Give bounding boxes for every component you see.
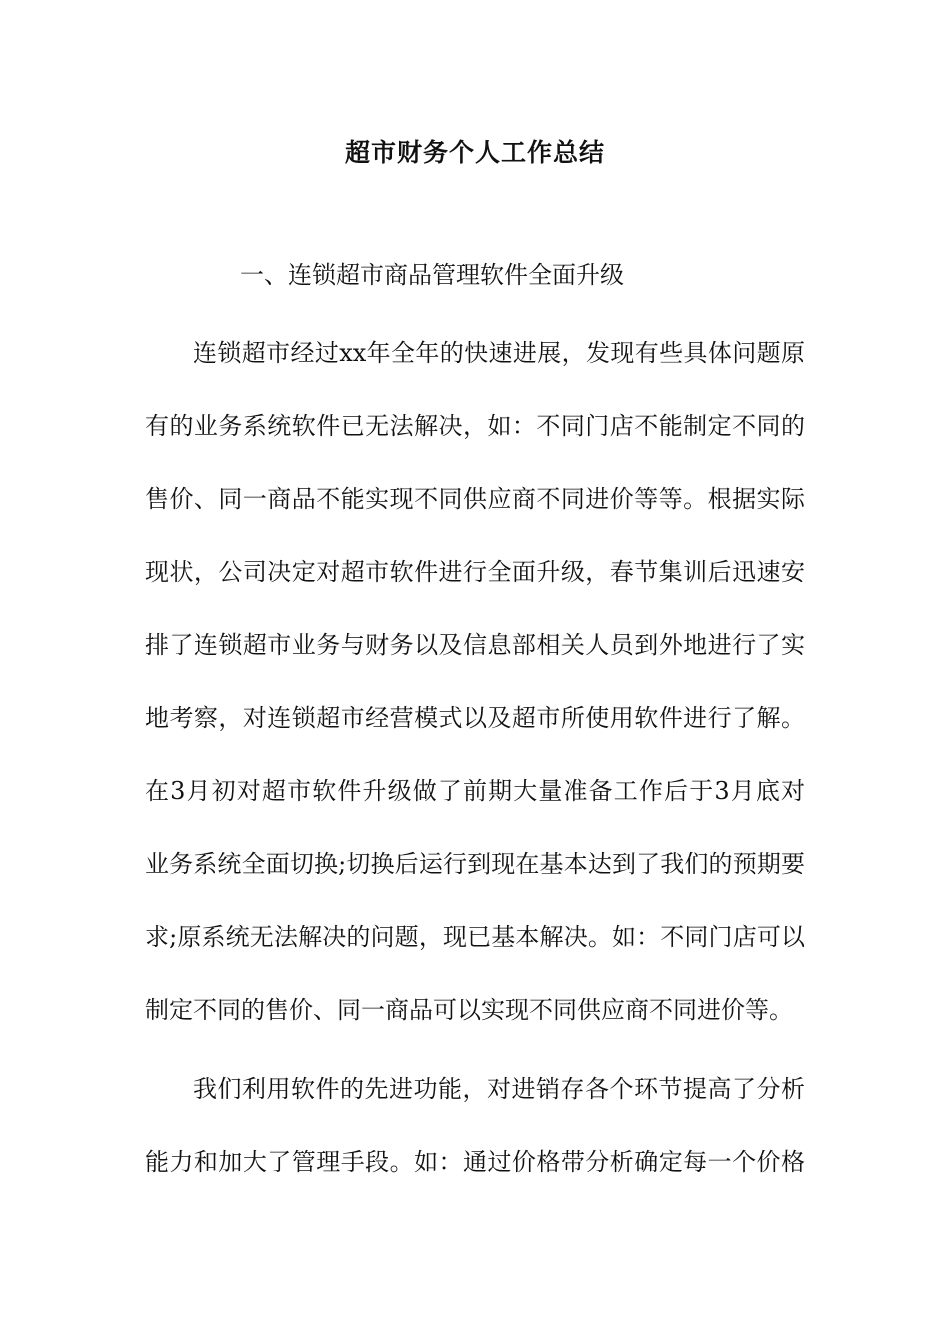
paragraph-line-10: 制定不同的售价、同一商品可以实现不同供应商不同进价等。 bbox=[145, 996, 793, 1024]
paragraph-line-9: 求;原系统无法解决的问题，现已基本解决。如：不同门店可以 bbox=[145, 923, 805, 951]
paragraph-line-7: 在3月初对超市软件升级做了前期大量准备工作后于3月底对 bbox=[145, 777, 805, 805]
paragraph-line-5: 排了连锁超市业务与财务以及信息部相关人员到外地进行了实 bbox=[145, 631, 805, 659]
paragraph-line-12: 能力和加大了管理手段。如：通过价格带分析确定每一个价格 bbox=[145, 1148, 805, 1176]
paragraph-line-3: 售价、同一商品不能实现不同供应商不同进价等等。根据实际 bbox=[145, 485, 805, 513]
paragraph-line-11: 我们利用软件的先进功能，对进销存各个环节提高了分析 bbox=[193, 1075, 805, 1103]
paragraph-line-4: 现状，公司决定对超市软件进行全面升级，春节集训后迅速安 bbox=[145, 558, 805, 586]
paragraph-line-8: 业务系统全面切换;切换后运行到现在基本达到了我们的预期要 bbox=[145, 850, 805, 878]
paragraph-line-1: 连锁超市经过xx年全年的快速进展，发现有些具体问题原 bbox=[193, 339, 805, 367]
paragraph-line-6: 地考察，对连锁超市经营模式以及超市所使用软件进行了解。 bbox=[145, 704, 805, 732]
section-heading: 一、连锁超市商品管理软件全面升级 bbox=[240, 261, 624, 289]
paragraph-line-2: 有的业务系统软件已无法解决，如：不同门店不能制定不同的 bbox=[145, 412, 805, 440]
document-title: 超市财务个人工作总结 bbox=[344, 138, 605, 167]
